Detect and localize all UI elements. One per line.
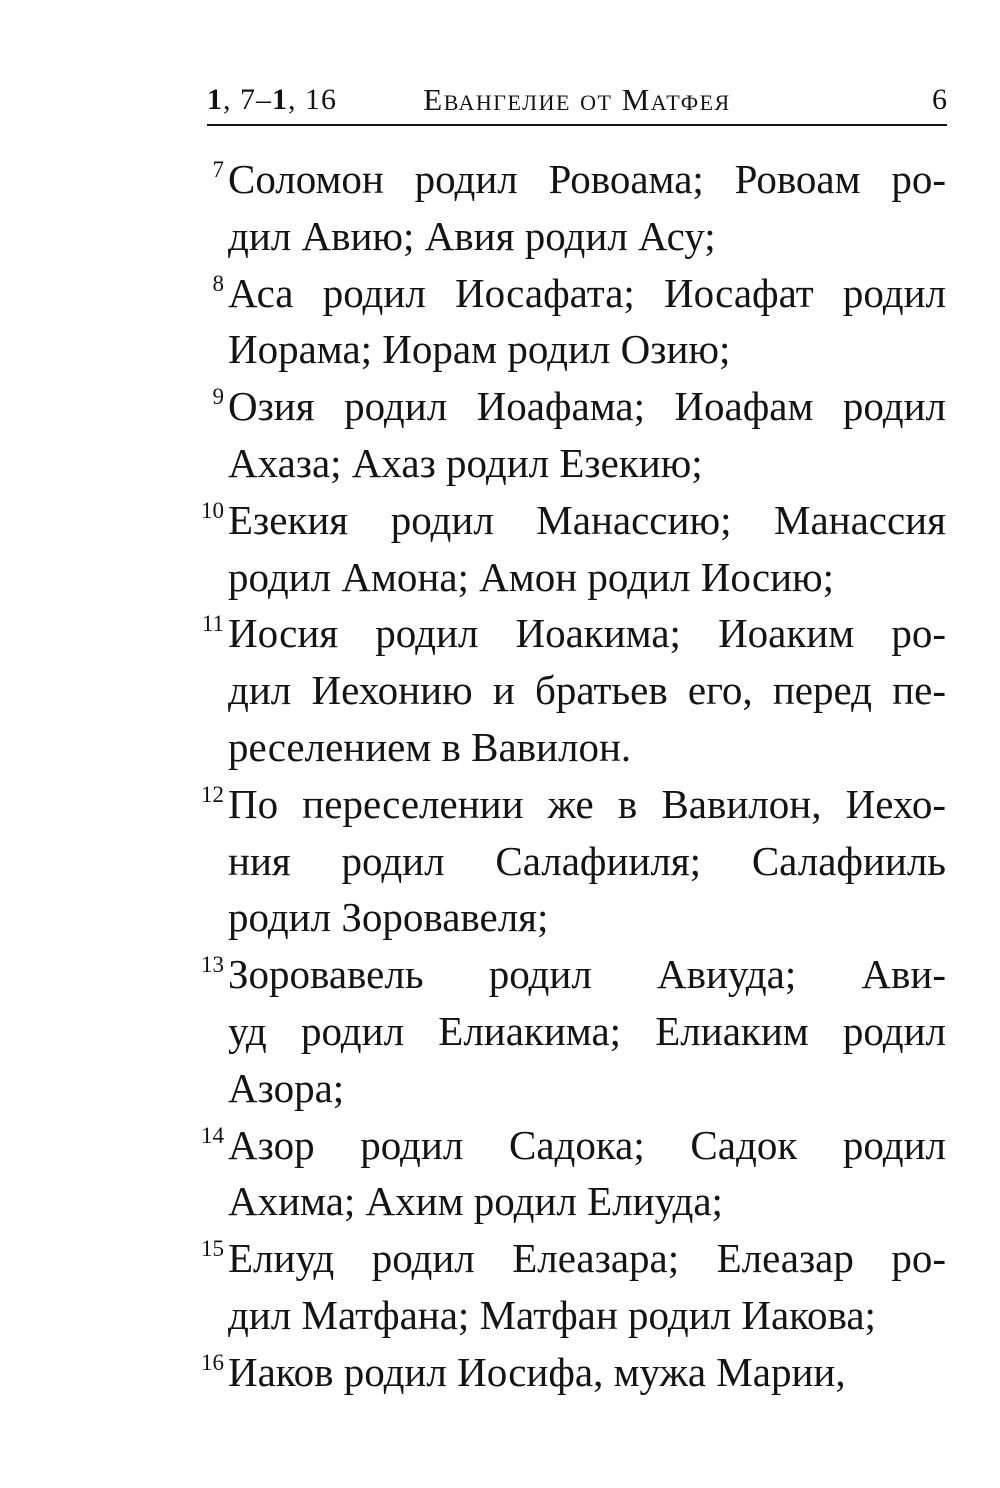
text-line — [0, 378, 1000, 435]
verse-text: Озия родил Иоафама; Иоафам родил — [228, 383, 946, 430]
verse-text: Ахаза; Ахаз родил Езекию; — [228, 439, 703, 486]
text-line — [0, 662, 1000, 719]
verse-text: Зоровавель родил Авиуда; Ави- — [228, 951, 946, 998]
text-line — [0, 776, 1000, 833]
text-line — [0, 151, 1000, 208]
verse-number: 11 — [201, 611, 224, 637]
text-line — [0, 1230, 1000, 1287]
text-line — [0, 1060, 1000, 1117]
text-line — [0, 265, 1000, 322]
verse-number: 16 — [201, 1349, 224, 1375]
header-rule — [207, 124, 947, 126]
text-line — [0, 1117, 1000, 1174]
verse-text: Ахима; Ахим родил Елиуда; — [228, 1178, 723, 1225]
verse-number: 8 — [212, 270, 224, 296]
running-header — [207, 82, 947, 118]
verse-text: дил Матфана; Матфан родил Иакова; — [228, 1291, 876, 1338]
verse-number: 9 — [212, 384, 224, 410]
verse-text: реселением в Вавилон. — [228, 723, 632, 770]
text-line — [0, 1003, 1000, 1060]
verse-number: 14 — [201, 1122, 224, 1148]
text-line — [0, 321, 1000, 378]
verse-text: родил Зоровавеля; — [228, 894, 549, 941]
verse-text: уд родил Елиакима; Елиаким родил — [228, 1007, 946, 1054]
verse-number: 10 — [201, 497, 224, 523]
text-line — [0, 605, 1000, 662]
verse-number: 12 — [201, 781, 224, 807]
verse-text: Иорама; Иорам родил Озию; — [228, 326, 731, 373]
verse-number: 7 — [212, 157, 224, 182]
verse-text: дил Авию; Авия родил Асу; — [228, 212, 716, 259]
page-number: 6 — [932, 83, 947, 116]
scripture-text — [0, 151, 1000, 1401]
text-line — [0, 435, 1000, 492]
book-title: Евангелие от Матфея — [423, 82, 731, 117]
text-line — [0, 833, 1000, 890]
text-line — [0, 208, 1000, 265]
text-line — [0, 946, 1000, 1003]
text-line — [0, 1287, 1000, 1344]
verse-text: Иосия родил Иоакима; Иоаким ро- — [228, 610, 946, 657]
verse-text: родил Амона; Амон родил Иосию; — [228, 553, 835, 600]
text-line — [0, 1344, 1000, 1401]
verse-start: , 7– — [223, 83, 272, 116]
text-line — [0, 719, 1000, 776]
verse-text: дил Иехонию и братьев его, перед пе- — [228, 667, 946, 714]
chapter-number-end: 1 — [272, 83, 288, 116]
verse-text: По переселении же в Вавилон, Иехо- — [228, 780, 946, 827]
verse-text: Елиуд родил Елеазара; Елеазар ро- — [228, 1235, 946, 1282]
verse-text: Езекия родил Манассию; Манассия — [228, 496, 946, 543]
verse-text: Иаков родил Иосифа, мужа Марии, — [228, 1348, 846, 1395]
verse-end: , 16 — [288, 83, 337, 116]
verse-number: 15 — [201, 1236, 224, 1262]
verse-text: Азор родил Садока; Садок родил — [228, 1121, 946, 1168]
verse-text: Аса родил Иосафата; Иосафат родил — [228, 269, 946, 316]
verse-number: 13 — [201, 952, 224, 978]
chapter-number-start: 1 — [207, 83, 223, 116]
verse-text: ния родил Салафииля; Салафииль — [228, 837, 946, 884]
text-line — [0, 889, 1000, 946]
text-line — [0, 1173, 1000, 1230]
verse-text: Азора; — [228, 1064, 345, 1111]
verse-text: Соломон родил Ровоама; Ровоам ро- — [228, 156, 946, 202]
text-line — [0, 492, 1000, 549]
text-line — [0, 549, 1000, 606]
